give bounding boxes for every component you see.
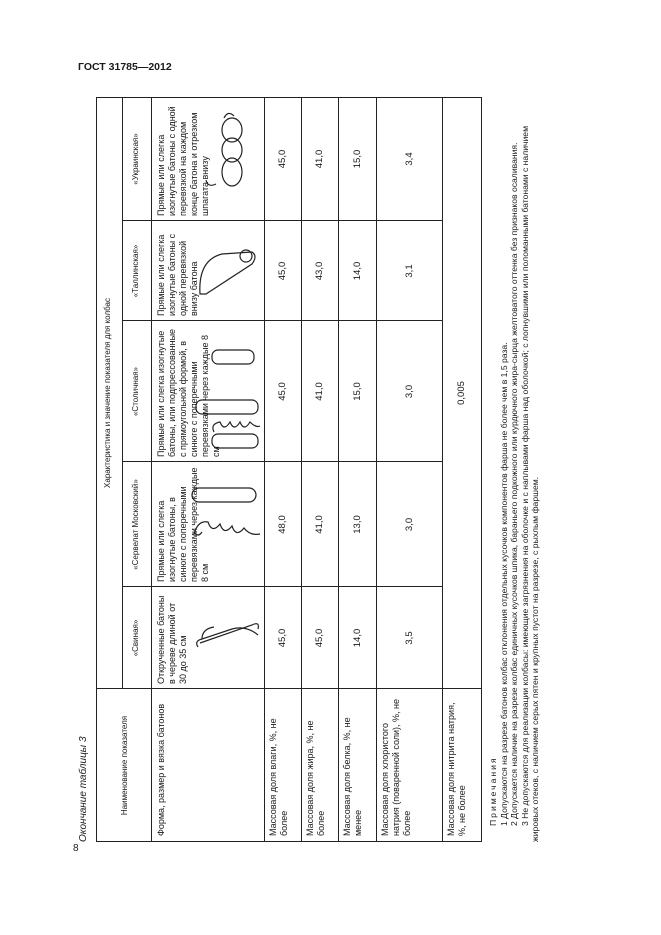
form-servelat: Прямые или слегка изогнутые батоны, в синюге с поперечными перевязками через каждые 8 см <box>156 467 210 582</box>
row-name-fat: Массовая доля жира, %, не более <box>305 720 326 836</box>
note-2: 2 Допускается наличие на разрезе колбас единичных кусочков шпика, бараньего подкожного или курдючного жира-сырца желтоватого оттенка без признаков осаливания. <box>509 142 520 826</box>
protein-stolichnaya: 15,0 <box>351 382 363 401</box>
table-border-bottom <box>481 97 482 842</box>
product-header-ukrainskaya: «Украинская» <box>131 133 140 185</box>
product-header-stolichnaya: «Столичная» <box>131 366 140 417</box>
sausage-tied-icon <box>194 222 258 314</box>
row-name-nitrite: Массовая доля нитрита натрия, %, не более <box>446 702 467 836</box>
product-header-svinaya: «Свиная» <box>131 619 140 657</box>
column-header-name: Наименование показателя <box>119 715 129 816</box>
note-1: 1 Допускаются на разрезе батонов колбас отклонения отдельных кусочков компонентов фарша не более чем в 1,5 раза. <box>498 342 509 826</box>
rotated-table-page <box>78 97 583 842</box>
continuation-label: Окончание таблицы 3 <box>78 736 89 842</box>
protein-svinaya: 14,0 <box>351 628 363 648</box>
product-header-tallinskaya: «Таллинская» <box>131 244 140 298</box>
protein-tallinskaya: 14,0 <box>351 261 363 281</box>
sausage-twist-icon <box>192 597 262 657</box>
moisture-svinaya: 45,0 <box>277 628 288 648</box>
sausage-loops-icon-2 <box>190 326 262 454</box>
form-stolichnaya: Прямые или слегка изогнутые батоны, или подпрессованные с прямоугольной формой, в синюге с поперечными перевязками через каждые 8 см <box>156 328 221 457</box>
group-header-divider <box>122 97 123 689</box>
fat-stolichnaya: 41,0 <box>314 382 325 401</box>
form-tallinskaya: Прямые или слегка изогнутые батоны с одной перевязкой внизу батона <box>156 233 199 316</box>
header-bottom-divider <box>151 689 152 842</box>
form-svinaya: Открученные батоны в череве длиной от 30 до 35 см <box>156 595 188 684</box>
row-name-moisture: Массовая доля влаги, %, не более <box>268 718 289 836</box>
fat-tallinskaya: 43,0 <box>314 261 325 281</box>
notes-block <box>488 97 541 842</box>
notes-title: Примечания <box>488 756 498 826</box>
fat-servelat: 41,0 <box>314 515 325 534</box>
sausage-ring-icon <box>192 102 258 206</box>
row-name-form: Форма, размер и вязка батонов <box>156 703 166 836</box>
protein-ukrainskaya: 15,0 <box>351 149 363 169</box>
moisture-servelat: 48,0 <box>277 515 288 534</box>
column-header-group: Характеристика и значение показателя для колбас <box>103 298 112 488</box>
moisture-ukrainskaya: 45,0 <box>277 149 288 169</box>
note-3: 3 Не допускаются для реализации колбасы: имеющие загрязнения на оболочке и с наплывами фарша над оболочкой; с лопнувшими или поломанными батонами с наличием жировых отеков, с наличием серых пятен и крупных пустот на разрезе, с рыхлым фаршем. <box>519 126 541 842</box>
salt-servelat: 3,0 <box>403 517 415 532</box>
protein-servelat: 13,0 <box>351 515 363 534</box>
row-name-salt: Массовая доля хлористого натрия (поваренной соли), %, не более <box>380 698 412 836</box>
product-header-divider <box>151 97 152 689</box>
salt-svinaya: 3,5 <box>403 631 415 645</box>
salt-stolichnaya: 3,0 <box>403 384 415 399</box>
fat-svinaya: 45,0 <box>314 628 325 648</box>
row-name-protein: Массовая доля белка, %, не менее <box>342 717 363 836</box>
moisture-stolichnaya: 45,0 <box>277 382 288 401</box>
moisture-tallinskaya: 45,0 <box>277 261 288 281</box>
salt-tallinskaya: 3,1 <box>403 264 415 278</box>
product-header-servelat: «Сервелат Московский» <box>131 479 140 570</box>
salt-ukrainskaya: 3,4 <box>403 152 415 166</box>
page-number: 8 <box>73 843 79 854</box>
document-number: ГОСТ 31785—2012 <box>78 61 172 73</box>
form-ukrainskaya: Прямые или слегка изогнутые батоны с одной перевязкой на каждом конце батона и отрезком шпагата внизу <box>156 106 210 216</box>
table-border-left <box>96 841 481 842</box>
nitrite-merged-value: 0,005 <box>456 381 467 405</box>
table-border-top <box>96 97 97 842</box>
fat-ukrainskaya: 41,0 <box>314 149 325 169</box>
sausage-loops-icon <box>186 472 262 552</box>
